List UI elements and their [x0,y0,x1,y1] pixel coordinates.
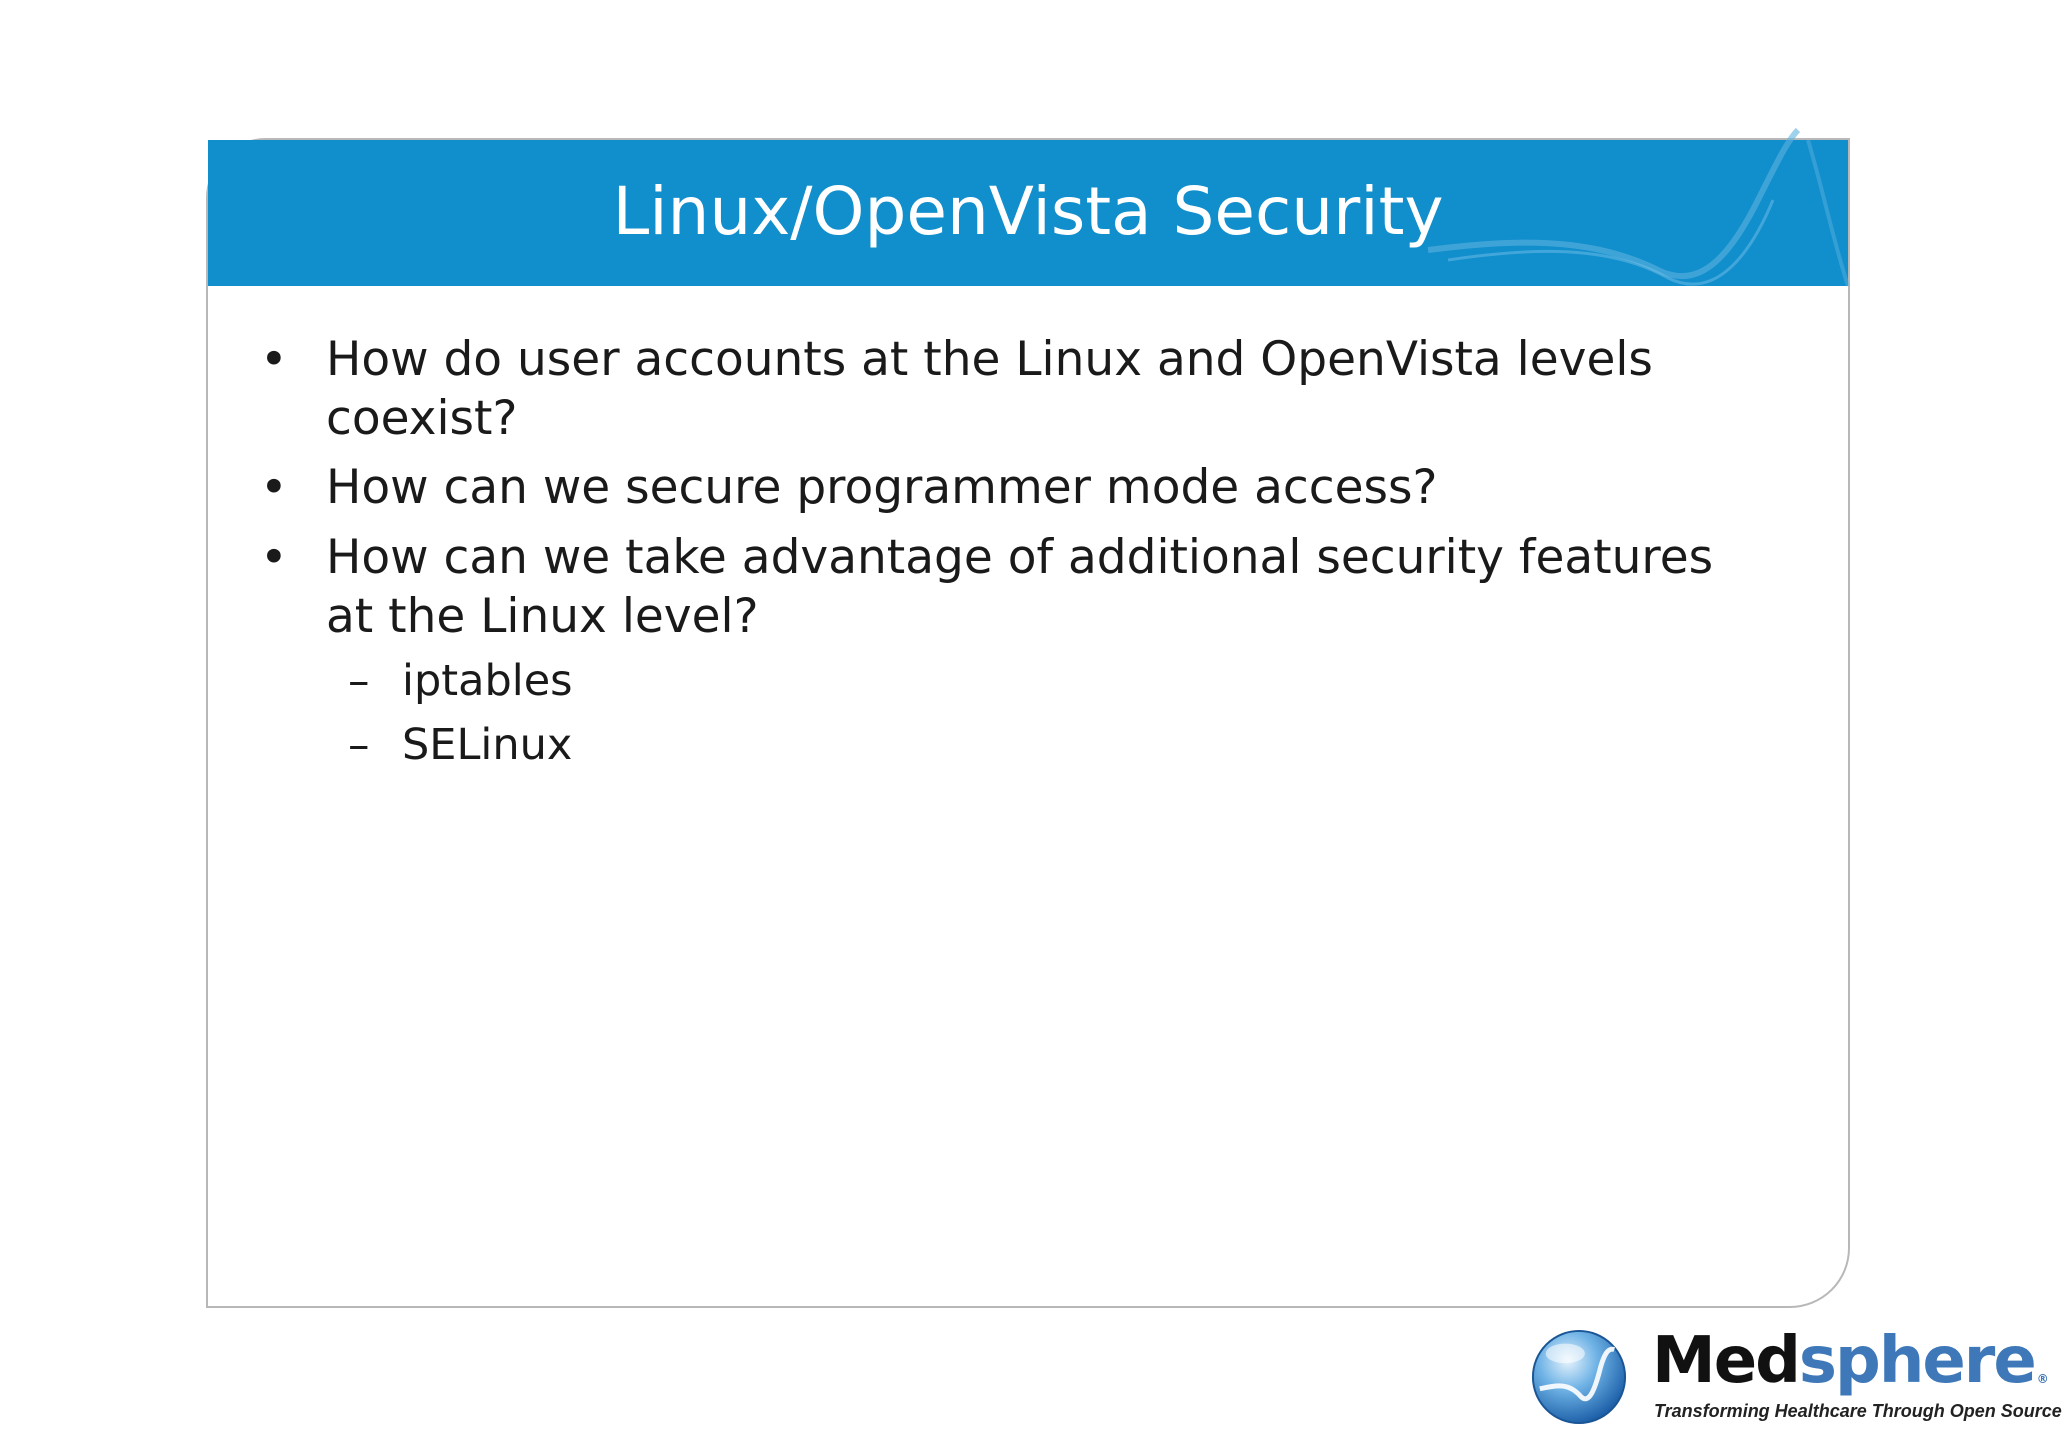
logo-wordmark [1652,1324,2047,1398]
bullet-marker: • [260,460,288,515]
logo-word-med: Med [1652,1324,1799,1398]
medsphere-logo [1530,1324,2062,1438]
slide-frame [206,138,2062,1421]
bullet-marker: • [260,530,288,585]
bullet-text: How can we take advantage of additional security features at the Linux level? [326,530,1714,644]
logo-word-sphere: sphere [1798,1324,2035,1398]
title-bar [208,140,1848,286]
logo-tagline: Transforming Healthcare Through Open Source [1654,1401,2062,1421]
medsphere-sphere-icon [1530,1328,1628,1426]
bullet-text: How can we secure programmer mode access? [326,460,1438,515]
logo-registered-mark: ® [2036,1372,2047,1386]
slide-title: Linux/OpenVista Security [612,173,1444,250]
sub-bullet-text: iptables [402,656,573,706]
sub-bullet-text: SELinux [402,720,573,770]
bullet-marker: • [260,332,288,387]
sub-bullet-marker: – [348,720,370,770]
sub-bullet-marker: – [348,656,370,706]
bullet-text: How do user accounts at the Linux and OpenVista levels coexist? [326,332,1653,446]
